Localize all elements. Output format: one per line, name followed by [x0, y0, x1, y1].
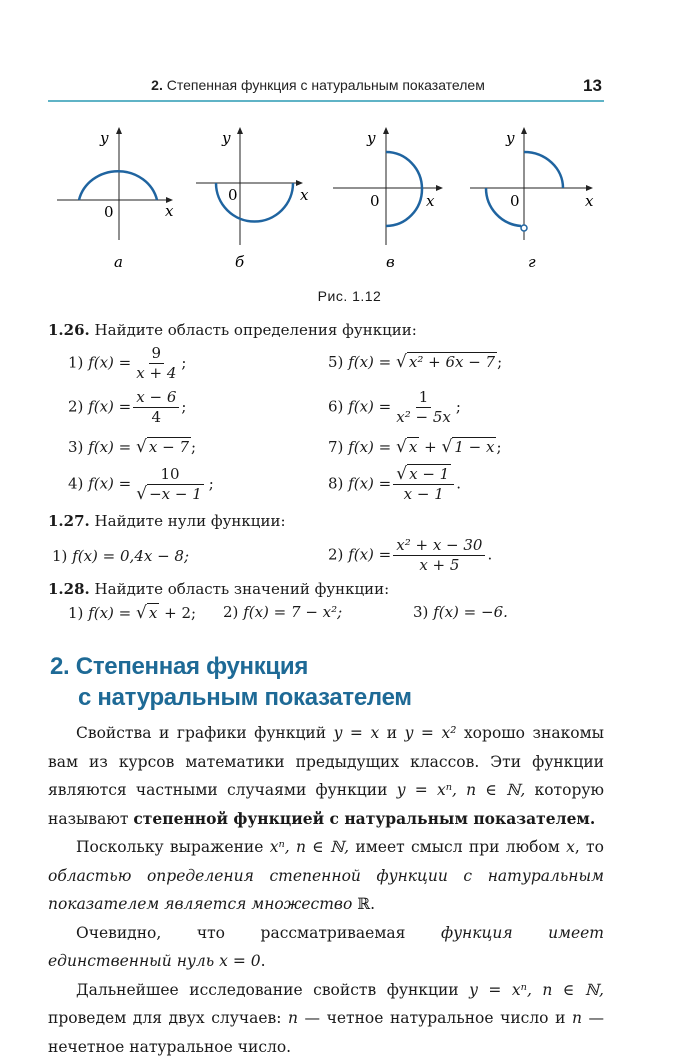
item-number: 1) [52, 547, 67, 565]
radicand: x [147, 603, 159, 622]
item-number: 2) [68, 398, 83, 416]
exercise-item [328, 437, 502, 457]
exercise-number: 1.28. [48, 580, 90, 598]
lhs: f(x) = [348, 353, 391, 371]
emphasis: функция имеет единственный нуль [48, 924, 604, 971]
item-number: 3) [413, 603, 428, 621]
punct: ; [181, 398, 186, 416]
square-root: √ 1 − x [441, 437, 496, 457]
fraction [393, 389, 454, 426]
paragraph: Дальнейшее исследование свойств функции y = xⁿ, n ∈ ℕ, проведем для двух случаев: n — четное натуральное число и n — нечетное натуральное число. [48, 976, 604, 1061]
page-number: 13 [583, 76, 602, 96]
numerator: x² + x − 30 [393, 537, 485, 556]
exercise-item [68, 437, 196, 457]
numerator: x − 6 [133, 389, 179, 408]
item-number: 7) [328, 438, 343, 456]
exercise-item [68, 389, 186, 426]
square-root: √ x − 7 [136, 437, 191, 457]
graph-g [470, 128, 594, 271]
header-section-number: 2. [151, 77, 163, 93]
exercise-title: Найдите область определения функции: [95, 321, 417, 339]
plus: + [424, 438, 437, 456]
denominator: x − 1 [401, 485, 447, 503]
radicand: x² + 6x − 7 [407, 352, 497, 371]
radicand: x − 1 [407, 464, 451, 483]
header-section-title: Степенная функция с натуральным показателем [167, 77, 485, 93]
expression: f(x) = 0,4x − 8; [72, 547, 189, 565]
panel-label: в [386, 253, 395, 271]
fraction [393, 537, 485, 574]
square-root: √ x [136, 603, 159, 623]
punct: ; [181, 354, 186, 372]
open-point [521, 225, 527, 231]
expression: f(x) = 7 − x²; [243, 603, 342, 621]
punct: ; [496, 438, 501, 456]
figure-1-12 [0, 110, 699, 280]
exercise-item [413, 603, 508, 621]
exercise-1-26-heading [48, 321, 417, 339]
x-axis-label: x [426, 192, 435, 210]
exercise-1-28-heading [48, 580, 389, 598]
item-number: 5) [328, 353, 343, 371]
exercise-1-27-heading [48, 512, 286, 530]
item-number: 4) [68, 475, 83, 493]
y-axis-label: y [99, 129, 109, 147]
origin-label: 0 [510, 192, 520, 210]
radicand: x [407, 437, 419, 456]
punct: ; [209, 475, 214, 493]
header-rule [48, 100, 604, 102]
numerator: 1 [416, 389, 432, 408]
radicand: −x − 1 [147, 484, 204, 503]
y-axis-label: y [505, 129, 515, 147]
section-heading-line1: 2. Степенная функция [50, 651, 412, 682]
denominator: x + 5 [416, 556, 462, 574]
item-number: 3) [68, 438, 83, 456]
exercise-number: 1.26. [48, 321, 90, 339]
section-heading [50, 651, 412, 713]
exercise-item [328, 389, 461, 426]
exercise-number: 1.27. [48, 512, 90, 530]
panel-label: г [528, 253, 536, 271]
x-axis-label: x [585, 192, 594, 210]
fraction [133, 345, 179, 382]
exercise-title: Найдите область значений функции: [95, 580, 390, 598]
y-axis-label: y [221, 129, 231, 147]
punct: . [487, 546, 492, 564]
fraction [393, 466, 454, 503]
lhs: f(x) = [348, 398, 391, 416]
exercise-item [328, 537, 492, 574]
exercise-item [68, 345, 186, 382]
origin-label: 0 [370, 192, 380, 210]
figure-caption: Рис. 1.12 [0, 288, 699, 304]
x-axis-label: x [300, 186, 309, 204]
radicand: x − 7 [147, 437, 191, 456]
item-number: 1) [68, 604, 83, 622]
expression-rest: + 2; [164, 604, 196, 622]
punct: ; [191, 438, 196, 456]
lhs: f(x) = [88, 354, 131, 372]
emphasis: областью определения степенной функции с натуральным показателем является множество [48, 867, 604, 914]
item-number: 1) [68, 354, 83, 372]
exercise-item [52, 547, 189, 565]
paragraph: Поскольку выражение xⁿ, n ∈ ℕ, имеет смысл при любом x, то областью определения степенной функции с натуральным показателем является множество ℝ. [48, 833, 604, 919]
graph-b [196, 128, 309, 271]
numerator: 10 [157, 466, 182, 485]
numerator: 9 [149, 345, 165, 364]
paragraph: Свойства и графики функций y = x и y = x² хорошо знакомы вам из курсов математики предыдущих классов. Эти функции являются частными случаями функции y = xⁿ, n ∈ ℕ, которую называют степенной функцией с натуральным показателем. [48, 719, 604, 833]
exercise-item [68, 466, 214, 503]
denominator: x² − 5x [393, 408, 454, 426]
running-header [48, 77, 588, 93]
exercise-item [223, 603, 342, 621]
y-axis-label: y [366, 129, 376, 147]
lhs: f(x) = [348, 438, 391, 456]
origin-label: 0 [228, 186, 238, 204]
denominator: 4 [149, 408, 165, 426]
exercise-title: Найдите нули функции: [95, 512, 286, 530]
fraction [133, 389, 179, 426]
item-number: 8) [328, 475, 343, 493]
denominator: x + 4 [133, 364, 179, 382]
term-definition: степенной функцией с натуральным показателем. [133, 809, 595, 828]
lhs: f(x) = [88, 398, 131, 416]
graph-v [333, 128, 442, 271]
body-text [48, 719, 604, 1061]
exercise-item [328, 352, 502, 372]
item-number: 2) [328, 546, 343, 564]
item-number: 6) [328, 398, 343, 416]
panel-label: а [114, 253, 123, 271]
item-number: 2) [223, 603, 238, 621]
square-root: √ x − 1 [396, 466, 451, 483]
square-root: √ −x − 1 [136, 486, 204, 503]
exercise-item [328, 466, 461, 503]
punct: ; [456, 398, 461, 416]
exercise-item [68, 603, 196, 623]
punct: . [456, 475, 461, 493]
expression: f(x) = −6. [433, 603, 508, 621]
panel-label: б [235, 253, 245, 271]
square-root: √ x [396, 437, 419, 457]
lhs: f(x) = [88, 438, 131, 456]
origin-label: 0 [104, 203, 114, 221]
graph-a [57, 128, 174, 271]
radicand: 1 − x [452, 437, 496, 456]
lhs: f(x) = [348, 475, 391, 493]
square-root: √ x² + 6x − 7 [396, 352, 497, 372]
section-heading-line2: с натуральным показателем [50, 682, 412, 713]
paragraph: Очевидно, что рассматриваемая функция имеет единственный нуль x = 0. [48, 919, 604, 976]
lhs: f(x) = [88, 475, 131, 493]
fraction [133, 466, 207, 503]
x-axis-label: x [165, 202, 174, 220]
lhs: f(x) = [348, 546, 391, 564]
punct: ; [497, 353, 502, 371]
lhs: f(x) = [88, 604, 131, 622]
